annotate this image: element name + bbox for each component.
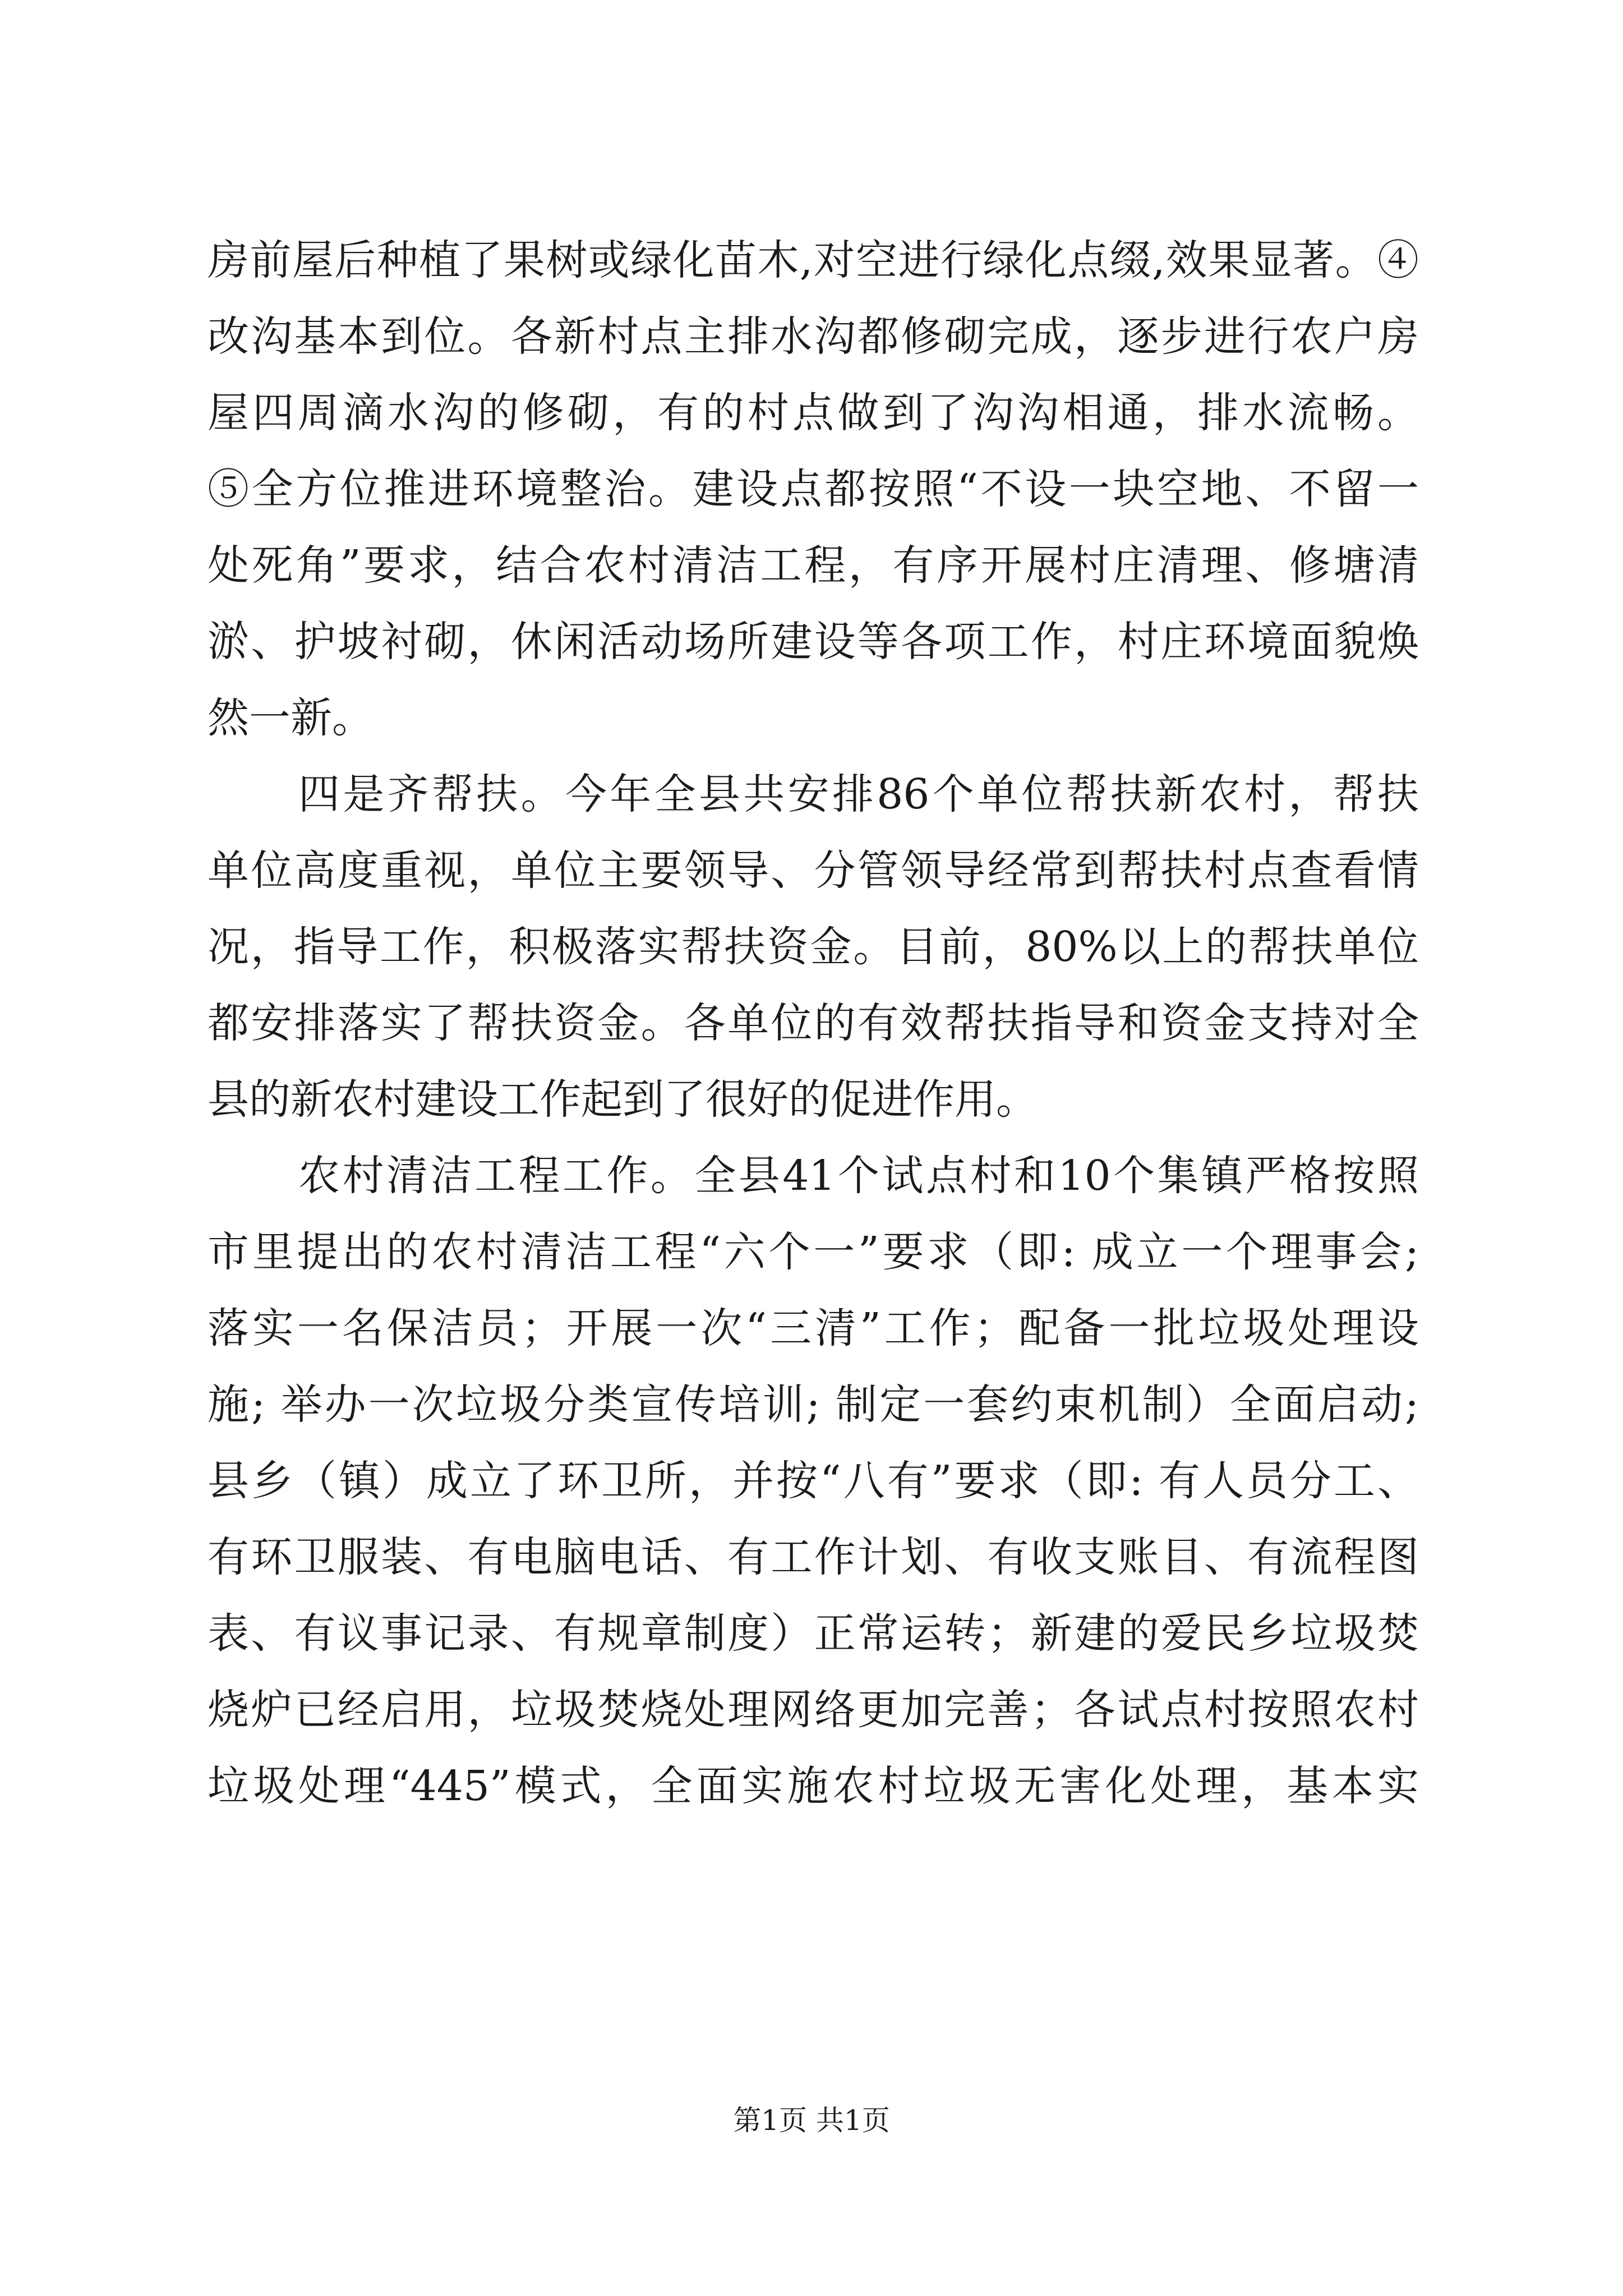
body-text-line: 房前屋后种植了果树或绿化苗木,对空进行绿化点缀,效果显著。④ <box>208 236 1419 284</box>
body-text-line: 市里提出的农村清洁工程“六个一”要求（即: 成立一个理事会; <box>208 1228 1419 1276</box>
page-footer: 第1页 共1页 <box>733 2104 890 2137</box>
body-text-line: 况，指导工作，积极落实帮扶资金。目前，80%以上的帮扶单位 <box>208 923 1419 971</box>
body-text-line: 改沟基本到位。各新村点主排水沟都修砌完成，逐步进行农户房 <box>208 312 1419 361</box>
body-text-line: 处死角”要求，结合农村清洁工程，有序开展村庄清理、修塘清 <box>208 541 1419 590</box>
body-text-line: 单位高度重视，单位主要领导、分管领导经常到帮扶村点查看情 <box>208 846 1419 895</box>
body-text-line: 烧炉已经启用，垃圾焚烧处理网络更加完善；各试点村按照农村 <box>208 1686 1419 1734</box>
paragraph-first-line: 四是齐帮扶。今年全县共安排86个单位帮扶新农村，帮扶 <box>298 770 1419 818</box>
body-text-line: 垃圾处理“445”模式，全面实施农村垃圾无害化处理，基本实 <box>208 1762 1419 1810</box>
body-text-line: 县的新农村建设工作起到了很好的促进作用。 <box>208 1075 1038 1124</box>
body-text-line: 屋四周滴水沟的修砌，有的村点做到了沟沟相通，排水流畅。 <box>208 389 1419 437</box>
body-text-line: 都安排落实了帮扶资金。各单位的有效帮扶指导和资金支持对全 <box>208 999 1419 1047</box>
body-text-line: 落实一名保洁员；开展一次“三清”工作；配备一批垃圾处理设 <box>208 1304 1419 1352</box>
paragraph-first-line: 农村清洁工程工作。全县41个试点村和10个集镇严格按照 <box>298 1152 1419 1200</box>
body-text-line: 施; 举办一次垃圾分类宣传培训; 制定一套约束机制）全面启动; <box>208 1381 1419 1429</box>
body-text-line: ⑤全方位推进环境整治。建设点都按照“不设一块空地、不留一 <box>208 465 1419 513</box>
body-text-line: 然一新。 <box>208 694 374 742</box>
body-text-line: 有环卫服装、有电脑电话、有工作计划、有收支账目、有流程图 <box>208 1533 1419 1581</box>
body-text-line: 县乡（镇）成立了环卫所，并按“八有”要求（即: 有人员分工、 <box>208 1457 1419 1505</box>
body-text-line: 淤、护坡衬砌，休闲活动场所建设等各项工作，村庄环境面貌焕 <box>208 618 1419 666</box>
body-text-line: 表、有议事记录、有规章制度）正常运转；新建的爱民乡垃圾焚 <box>208 1609 1419 1658</box>
